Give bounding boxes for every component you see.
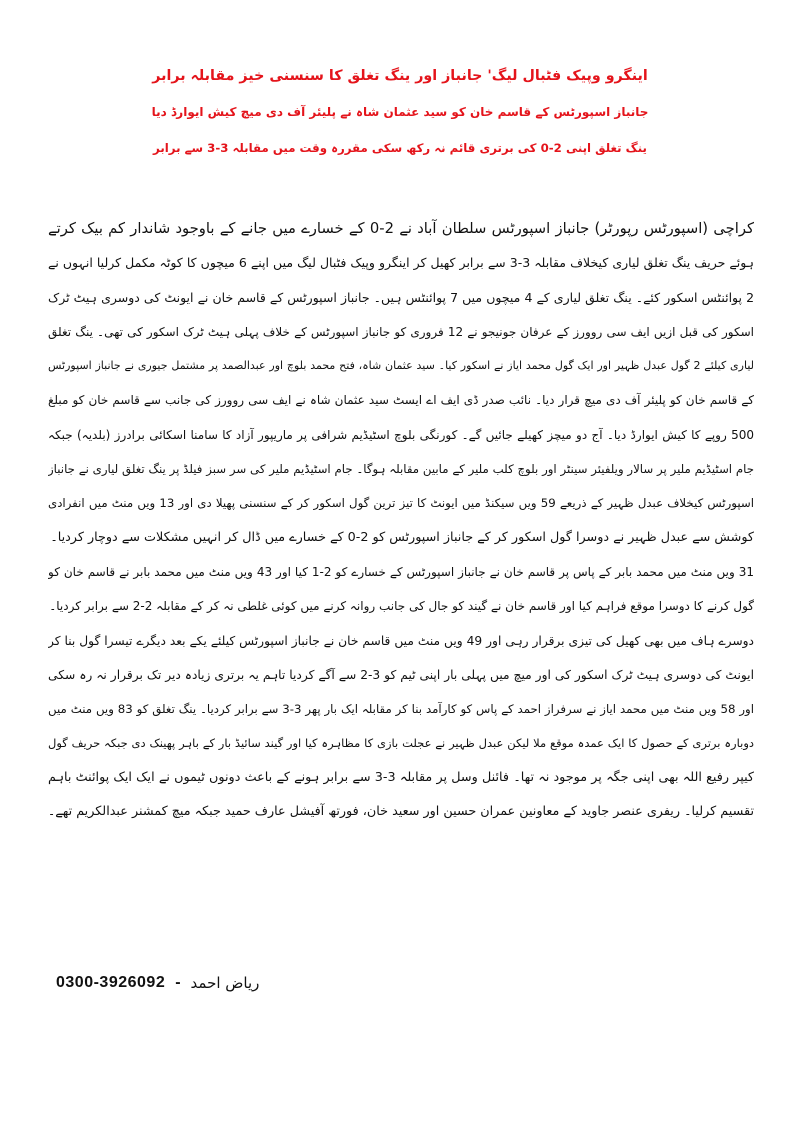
byline-separator: - (175, 974, 181, 991)
byline (56, 968, 259, 998)
body-line: دوسرے ہاف میں بھی کھیل کی تیزی برقرار رہی اور 49 ویں منٹ میں قاسم خان نے جانباز اسپورٹس کیلئے یکے بعد دیگرے تیسرا گول بنا کر (48, 633, 754, 648)
body-line: 2 پوائنٹس اسکور کئے۔ ینگ تغلق لیاری کے 4 میچوں میں 7 پوائنٹس ہیں۔ جانباز اسپورٹس کے قاسم خان نے ایونٹ کی دوسری ہیٹ ٹرک (48, 289, 754, 305)
body-line: کیپر رفیع اللہ بھی اپنی جگہ پر موجود نہ تھا۔ فائنل وسل پر مقابلہ 3-3 سے برابر ہونے کے باعث دونوں ٹیموں نے ایک ایک پوائنٹ باہم (48, 769, 754, 785)
reporter-name: ریاض احمد (190, 974, 260, 992)
body-line: 31 ویں منٹ میں محمد بابر کے پاس پر قاسم خان نے جانباز اسپورٹس کے خسارے کو 2-1 کیا اور 43 ویں منٹ میں محمد بابر نے قاسم خان کو (48, 564, 754, 579)
body-line: تقسیم کرلیا۔ ریفری عنصر جاوید کے معاونین عمران حسین اور سعید خان، فورتھ آفیشل عارف حمید جبکہ میچ کمشنر عبدالکریم تھے۔ (48, 804, 754, 820)
body-line: کوشش سے عبدل ظہیر نے دوسرا گول اسکور کر کے جانباز اسپورٹس کو 2-0 کے خسارے میں ڈال کر انہیں مشکلات سے دوچار کردیا۔ (50, 529, 754, 545)
body-line: جام اسٹیڈیم ملیر پر سالار ویلفیئر سینٹر اور بلوچ کلب ملیر کے مابین مقابلہ ہوگا۔ جام اسٹیڈیم ملیر کی سر سبز فیلڈ پر ینگ تغلق لیاری نے جانباز (48, 462, 754, 477)
body-line: دوبارہ برتری کے حصول کا ایک عمدہ موقع ملا لیکن عبدل ظہیر نے عجلت بازی کا مظاہرہ کیا اور گیند سائیڈ بار کے باہر پھینک دی جبکہ حریف گول (48, 736, 754, 751)
body-line: ایونٹ کی دوسری ہیٹ ٹرک اسکور کی اور میچ میں پہلی بار اپنی ٹیم کو 3-2 سے آگے کردیا تاہم یہ برتری زیادہ دیر تک برقرار نہ رہ سکی (48, 667, 754, 682)
body-line: ہوئے حریف ینگ تغلق لیاری کیخلاف مقابلہ 3-3 سے برابر کھیل کر اینگرو وپیک فٹبال لیگ میں اپنے 6 میچوں کا کوٹہ مکمل کرلیا انہوں نے (48, 255, 754, 271)
body-line: کراچی (اسپورٹس رپورٹر) جانباز اسپورٹس سلطان آباد نے 2-0 کے خسارے میں جانے کے باوجود شاندار کم بیک کرتے (48, 220, 754, 237)
headline-main: اینگرو وپیک فٹبال لیگ' جانباز اور ینگ تغلق کا سنسنی خیز مقابلہ برابر (152, 68, 648, 84)
body-line: گول کرنے کا دوسرا موقع فراہم کیا اور قاسم خان نے گیند کو جال کی جانب روانہ کرنے میں کوئی غلطی نہ کر کے مقابلہ 2-2 سے برابر کردیا۔ (49, 599, 754, 614)
body-line: اسکور کی قبل ازیں ایف سی روورز کے عرفان جونیجو نے 12 فروری کو جانباز اسپورٹس کے خلاف پہلی ہیٹ ٹرک اسکور کی تھی۔ ینگ تغلق (48, 324, 754, 339)
body-line: اور 58 ویں منٹ میں محمد ایاز نے سرفراز احمد کے پاس کو کارآمد بنا کر مقابلہ ایک بار پھر 3-3 سے برابر کردیا۔ ینگ تغلق کو 83 ویں منٹ میں (48, 702, 754, 717)
article-body (48, 212, 754, 829)
body-line: کے قاسم خان کو پلیئر آف دی میچ قرار دیا۔ نائب صدر ڈی ایف اے ایسٹ سید عثمان شاہ نے ایف سی روورز کی جانب سے قاسم خان کو مبلغ (48, 393, 754, 408)
body-line: اسپورٹس کیخلاف عبدل ظہیر کے ذریعے 59 ویں سیکنڈ میں ایونٹ کا تیز ترین گول اسکور کر کے سنسنی پھیلا دی اور 13 ویں منٹ میں انفرادی (48, 496, 754, 511)
body-line: 500 روپے کا کیش ایوارڈ دیا۔ آج دو میچز کھیلے جائیں گے۔ کورنگی بلوچ اسٹیڈیم شرافی پر ماریپور آزاد کا سامنا اسکائی برادرز (بلدیہ) جبکہ (48, 427, 754, 442)
headline-block (150, 58, 650, 166)
headline-sub-2: ینگ تغلق اپنی 2-0 کی برتری قائم نہ رکھ سکی مقررہ وقت میں مقابلہ 3-3 سے برابر (153, 141, 647, 155)
body-line: لیاری کیلئے 2 گول عبدل ظہیر اور ایک گول محمد ایاز نے اسکور کیا۔ سید عثمان شاہ، فتح محمد بلوچ اور عبدالصمد پر مشتمل جیوری نے جانباز اسپورٹس (48, 359, 754, 373)
headline-sub-1: جانباز اسپورٹس کے قاسم خان کو سید عثمان شاہ نے پلیئر آف دی میچ کیش ایوارڈ دیا (151, 105, 649, 119)
reporter-phone: 0300-3926092 (56, 974, 166, 991)
